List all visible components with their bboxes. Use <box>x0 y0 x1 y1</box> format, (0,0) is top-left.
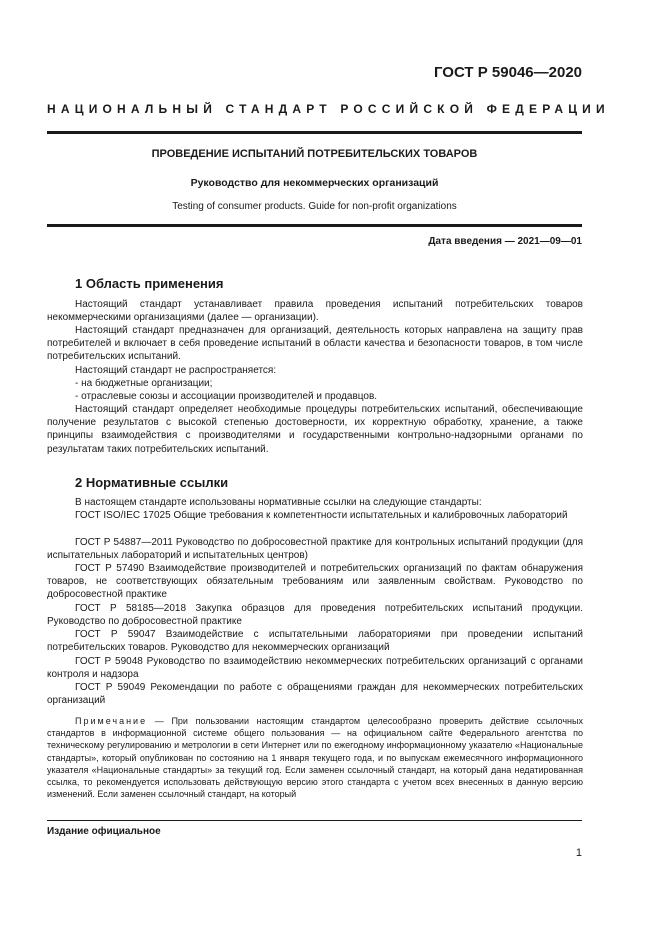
standard-subtitle: Руководство для некоммерческих организаций <box>190 177 439 189</box>
note-label: Примечание <box>75 716 148 726</box>
section-1-paragraph-3: Настоящий стандарт не распространяется: <box>75 365 277 376</box>
divider-top <box>47 131 582 134</box>
reference-item: ГОСТ Р 58185—2018 Закупка образцов для проведения потребительских испытаний продукции. Руководство по добросовестной практике <box>47 603 583 628</box>
section-2-heading: 2 Нормативные ссылки <box>75 475 229 490</box>
standard-title: ПРОВЕДЕНИЕ ИСПЫТАНИЙ ПОТРЕБИТЕЛЬСКИХ ТОВАРОВ <box>151 148 478 160</box>
reference-item: ГОСТ Р 59048 Руководство по взаимодействию некоммерческих потребительских организаций с органами контроля и надзора <box>47 656 583 681</box>
footer-divider <box>47 820 582 821</box>
divider-bottom <box>47 224 582 227</box>
note-paragraph <box>47 715 583 800</box>
section-1-bullet-1: - на бюджетные организации; <box>75 378 213 389</box>
document-id: ГОСТ Р 59046—2020 <box>433 64 582 81</box>
reference-item: ГОСТ Р 54887—2011 Руководство по добросовестной практике для контрольных испытаний продукции (для испытательных лабораторий и испытательных центров) <box>47 537 583 562</box>
reference-item: ГОСТ Р 59049 Рекомендации по работе с обращениями граждан для некоммерческих потребительских организаций <box>47 682 583 707</box>
page-number: 1 <box>575 847 582 859</box>
section-1-heading: 1 Область применения <box>75 276 224 291</box>
note-text: — При пользовании настоящим стандартом целесообразно проверить действие ссылочных стандартов в информационной системе общего пользования — на официальном сайте Федерального агентства по техническому регулированию и метрологии в сети Интернет или по ежегодному информационному указателю «Национальные стандарты», который опубликован по состоянию на 1 января текущего года, и по выпускам ежемесячного информационного указателя «Национальные стандарты» за текущий год. Если заменен ссылочный стандарт, на который дана недатированная ссылка, то рекомендуется использовать действующую версию этого стандарта с учетом всех внесенных в данную версию изменений. Если заменен ссылочный стандарт, на который <box>47 716 583 800</box>
reference-item: ГОСТ Р 59047 Взаимодействие с испытательными лабораториями при проведении испытаний потребительских товаров. Руководство для некоммерческих организаций <box>47 629 583 654</box>
official-edition-label: Издание официальное <box>47 826 161 837</box>
reference-item: ГОСТ Р 57490 Взаимодействие производителей и потребительских организаций по фактам обнаружения товаров, не соответствующих обязательным требованиям или заявленным свойствам. Руководство по добросовестной практике <box>47 563 583 601</box>
national-standard-banner: НАЦИОНАЛЬНЫЙ СТАНДАРТ РОССИЙСКОЙ ФЕДЕРАЦИИ <box>47 102 610 116</box>
section-1-paragraph-4: Настоящий стандарт определяет необходимые процедуры потребительских испытаний, обеспечивающие получение результатов с высокой степенью достоверности, их корректную обработку, хранение, а также принципы взаимодействия с производителями и государственными контрольно-надзорными органами по результатам таких потребительских испытаний. <box>47 404 583 455</box>
section-2-intro: В настоящем стандарте использованы нормативные ссылки на следующие стандарты: <box>75 497 482 508</box>
date-of-introduction: Дата введения — 2021—09—01 <box>428 236 582 247</box>
english-title: Testing of consumer products. Guide for non-profit organizations <box>172 201 457 212</box>
section-1-bullet-2: - отраслевые союзы и ассоциации производителей и продавцов. <box>75 391 378 402</box>
section-1-paragraph-2: Настоящий стандарт предназначен для организаций, деятельность которых направлена на защиту прав потребителей и включает в себя проведение испытаний в области качества и безопасности товаров, в том числе потребительских испытаний. <box>47 325 583 363</box>
section-1-paragraph-1: Настоящий стандарт устанавливает правила проведения испытаний потребительских товаров некоммерческими организациями (далее — организации). <box>47 299 583 324</box>
reference-item: ГОСТ ISO/IEC 17025 Общие требования к компетентности испытательных и калибровочных лабораторий <box>75 510 568 521</box>
